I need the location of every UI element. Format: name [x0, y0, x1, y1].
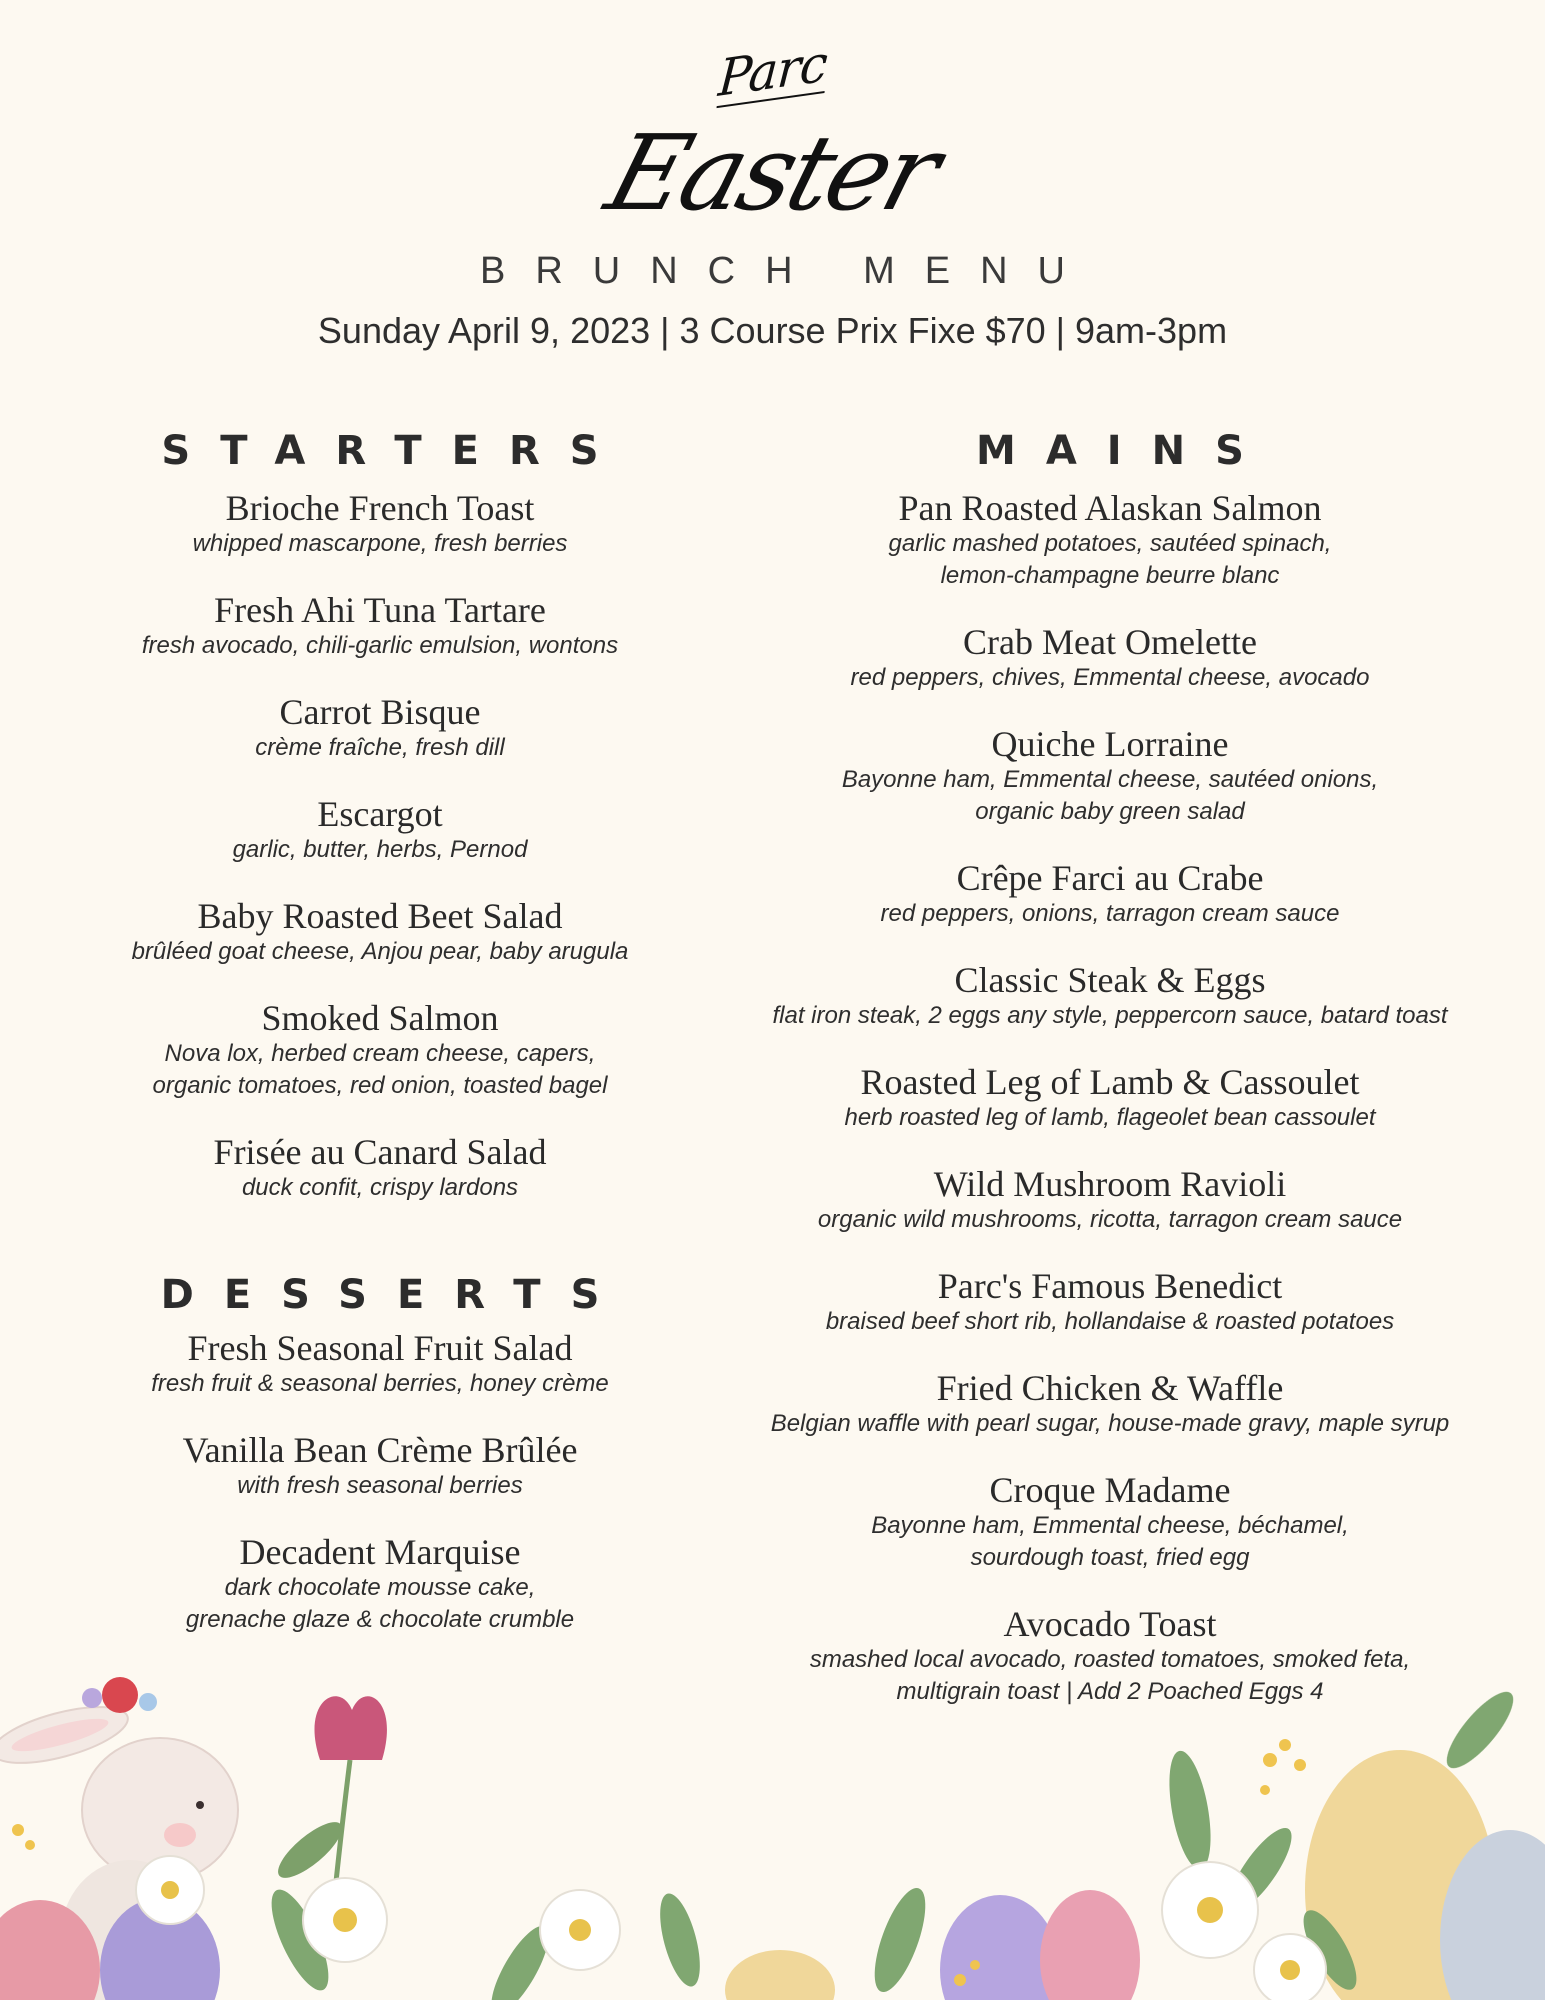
- item-name: Carrot Bisque: [279, 692, 481, 732]
- item-name: Quiche Lorraine: [991, 724, 1229, 764]
- mains-section: [705, 428, 1515, 1708]
- menu-item: [705, 858, 1515, 930]
- starters-section: [60, 428, 700, 1204]
- item-name: Crêpe Farci au Crabe: [956, 858, 1264, 898]
- menu-item: [705, 1470, 1515, 1574]
- item-name: Classic Steak & Eggs: [954, 960, 1266, 1000]
- menu-item: [60, 896, 700, 968]
- item-description: fresh avocado, chili-garlic emulsion, wontons: [141, 632, 619, 659]
- menu-item: [60, 998, 700, 1102]
- item-name: Decadent Marquise: [239, 1532, 521, 1572]
- item-name: Roasted Leg of Lamb & Cassoulet: [860, 1062, 1360, 1102]
- menu-item: [60, 692, 700, 764]
- item-description: Nova lox, herbed cream cheese, capers, organic tomatoes, red onion, toasted bagel: [152, 1040, 608, 1099]
- menu-item: [60, 794, 700, 866]
- item-description: garlic mashed potatoes, sautéed spinach, lemon-champagne beurre blanc: [888, 530, 1332, 589]
- item-description: brûléed goat cheese, Anjou pear, baby arugula: [131, 938, 629, 965]
- item-description: garlic, butter, herbs, Pernod: [232, 836, 528, 863]
- menu-item: [705, 1266, 1515, 1338]
- menu-item: [60, 488, 700, 560]
- menu-item: [705, 1368, 1515, 1440]
- item-description: red peppers, chives, Emmental cheese, avocado: [850, 664, 1370, 691]
- desserts-section: [60, 1272, 700, 1636]
- item-name: Smoked Salmon: [261, 998, 499, 1038]
- menu-item: [705, 1062, 1515, 1134]
- menu-item: [705, 1164, 1515, 1236]
- item-name: Wild Mushroom Ravioli: [933, 1164, 1287, 1204]
- item-name: Vanilla Bean Crème Brûlée: [182, 1430, 578, 1470]
- item-name: Escargot: [317, 794, 443, 834]
- item-description: fresh fruit & seasonal berries, honey crème: [151, 1370, 609, 1397]
- item-name: Fresh Seasonal Fruit Salad: [187, 1328, 573, 1368]
- item-name: Croque Madame: [989, 1470, 1231, 1510]
- menu-item: [705, 622, 1515, 694]
- item-description: whipped mascarpone, fresh berries: [192, 530, 568, 557]
- item-description: Bayonne ham, Emmental cheese, béchamel, sourdough toast, fried egg: [871, 1512, 1349, 1571]
- menu-title: [0, 112, 1545, 234]
- item-description: Bayonne ham, Emmental cheese, sautéed onions, organic baby green salad: [841, 766, 1379, 825]
- item-description: red peppers, onions, tarragon cream sauce: [880, 900, 1340, 927]
- item-description: duck confit, crispy lardons: [241, 1174, 519, 1201]
- menu-item: [705, 488, 1515, 592]
- item-description: organic wild mushrooms, ricotta, tarragon cream sauce: [817, 1206, 1403, 1233]
- menu-item: [60, 1328, 700, 1400]
- item-name: Brioche French Toast: [225, 488, 535, 528]
- item-description: flat iron steak, 2 eggs any style, peppercorn sauce, batard toast: [772, 1002, 1448, 1029]
- floral-illustration: [0, 1640, 1545, 2000]
- item-description: herb roasted leg of lamb, flageolet bean cassoulet: [844, 1104, 1376, 1131]
- menu-subtitle: BRUNCH MENU: [480, 250, 1095, 292]
- item-name: Parc's Famous Benedict: [937, 1266, 1283, 1306]
- menu-item: [60, 1430, 700, 1502]
- menu-item: [60, 1132, 700, 1204]
- menu-title-text: Easter: [594, 112, 951, 234]
- item-description: with fresh seasonal berries: [237, 1472, 523, 1499]
- brand-logo: [0, 33, 1545, 109]
- item-description: Belgian waffle with pearl sugar, house-made gravy, maple syrup: [770, 1410, 1450, 1437]
- item-name: Fried Chicken & Waffle: [936, 1368, 1284, 1408]
- menu-item: [705, 724, 1515, 828]
- desserts-heading: DESSERTS: [160, 1272, 630, 1318]
- item-description: crème fraîche, fresh dill: [255, 734, 505, 761]
- menu-dateline: Sunday April 9, 2023 | 3 Course Prix Fixe $70 | 9am-3pm: [317, 310, 1228, 351]
- item-name: Frisée au Canard Salad: [213, 1132, 547, 1172]
- brand-name: Parc: [716, 33, 829, 109]
- item-name: Baby Roasted Beet Salad: [197, 896, 563, 936]
- mains-heading: MAINS: [976, 428, 1274, 474]
- item-name: Pan Roasted Alaskan Salmon: [898, 488, 1322, 528]
- menu-item: [705, 960, 1515, 1032]
- item-description: smashed local avocado, roasted tomatoes, smoked feta, multigrain toast | Add 2 Poached Eggs 4: [809, 1646, 1411, 1705]
- item-name: Fresh Ahi Tuna Tartare: [214, 590, 546, 630]
- item-description: braised beef short rib, hollandaise & roasted potatoes: [825, 1308, 1395, 1335]
- menu-item: [60, 590, 700, 662]
- starters-heading: STARTERS: [161, 428, 629, 474]
- item-description: dark chocolate mousse cake, grenache glaze & chocolate crumble: [185, 1574, 575, 1633]
- menu-item: [60, 1532, 700, 1636]
- item-name: Crab Meat Omelette: [963, 622, 1257, 662]
- item-name: Avocado Toast: [1003, 1604, 1217, 1644]
